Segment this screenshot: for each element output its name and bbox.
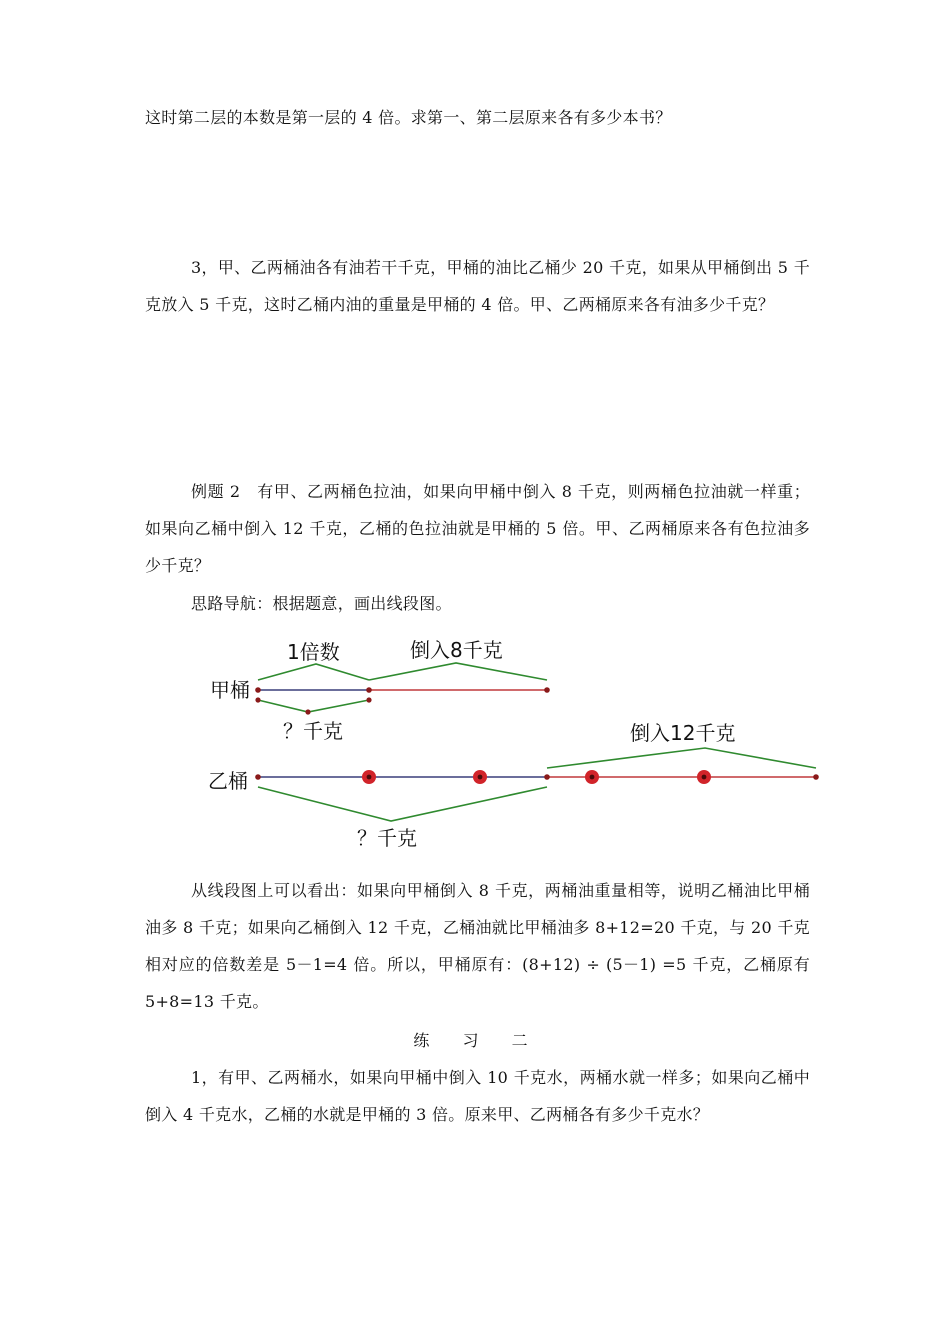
brace-one-times xyxy=(258,664,369,680)
label-unknown-yi: ？千克 xyxy=(357,826,417,850)
label-add-8kg: 倒入8千克 xyxy=(410,638,503,662)
dot-yi-end xyxy=(813,774,819,780)
exercise-question-1: 1，有甲、乙两桶水，如果向甲桶中倒入 10 千克水，两桶水就一样多；如果向乙桶中倒入 4 千克水，乙桶的水就是甲桶的 3 倍。原来甲、乙两桶各有多少千克水？ xyxy=(145,1068,810,1124)
label-one-times: 1倍数 xyxy=(287,640,340,664)
continued-question-text: 这时第二层的本数是第一层的 4 倍。求第一、第二层原来各有多少本书？ xyxy=(145,108,672,127)
dot-brace-jia-mid xyxy=(305,709,310,714)
section-title: 练 习 二 xyxy=(413,1031,542,1050)
line-segment-diagram xyxy=(0,630,950,855)
division-mark-3-core xyxy=(590,775,595,780)
division-mark-1-core xyxy=(367,775,372,780)
solution-hint: 思路导航：根据题意，画出线段图。 xyxy=(191,594,452,613)
dot-yi-mid xyxy=(544,774,550,780)
solution-explanation: 从线段图上可以看出：如果向甲桶倒入 8 千克，两桶油重量相等，说明乙桶油比甲桶油多 8 千克；如果向乙桶倒入 12 千克，乙桶油就比甲桶油多 8+12=20 千克，与 20 千克相对应的倍数差是 5－1=4 倍。所以，甲桶原有：(8+12) ÷ (5－1) =5 千克，乙桶原有 5+8=13 千克。 xyxy=(145,881,810,1011)
dot-jia-end xyxy=(544,687,550,693)
label-jia-bucket: 甲桶 xyxy=(210,678,250,702)
question-3: 3，甲、乙两桶油各有油若干千克，甲桶的油比乙桶少 20 千克，如果从甲桶倒出 5 千克放入 5 千克，这时乙桶内油的重量是甲桶的 4 倍。甲、乙两桶原来各有油多少千克？ xyxy=(145,258,810,314)
division-mark-4-core xyxy=(702,775,707,780)
dot-jia-mid xyxy=(366,687,372,693)
label-yi-bucket: 乙桶 xyxy=(208,769,248,793)
dot-brace-jia-right xyxy=(366,697,371,702)
brace-unknown-yi xyxy=(258,787,547,821)
dot-brace-jia-left xyxy=(255,697,260,702)
brace-unknown-jia xyxy=(258,700,369,712)
example-2: 例题 2 有甲、乙两桶色拉油，如果向甲桶中倒入 8 千克，则两桶色拉油就一样重；如果向乙桶中倒入 12 千克，乙桶的色拉油就是甲桶的 5 倍。甲、乙两桶原来各有色拉油多少千克？ xyxy=(145,482,810,575)
label-unknown-jia: ？千克 xyxy=(283,719,343,743)
dot-jia-start xyxy=(255,687,261,693)
division-mark-2-core xyxy=(478,775,483,780)
brace-add-8 xyxy=(369,663,547,680)
label-add-12kg: 倒入12千克 xyxy=(630,721,736,745)
brace-add-12 xyxy=(547,748,816,768)
dot-yi-start xyxy=(255,774,261,780)
